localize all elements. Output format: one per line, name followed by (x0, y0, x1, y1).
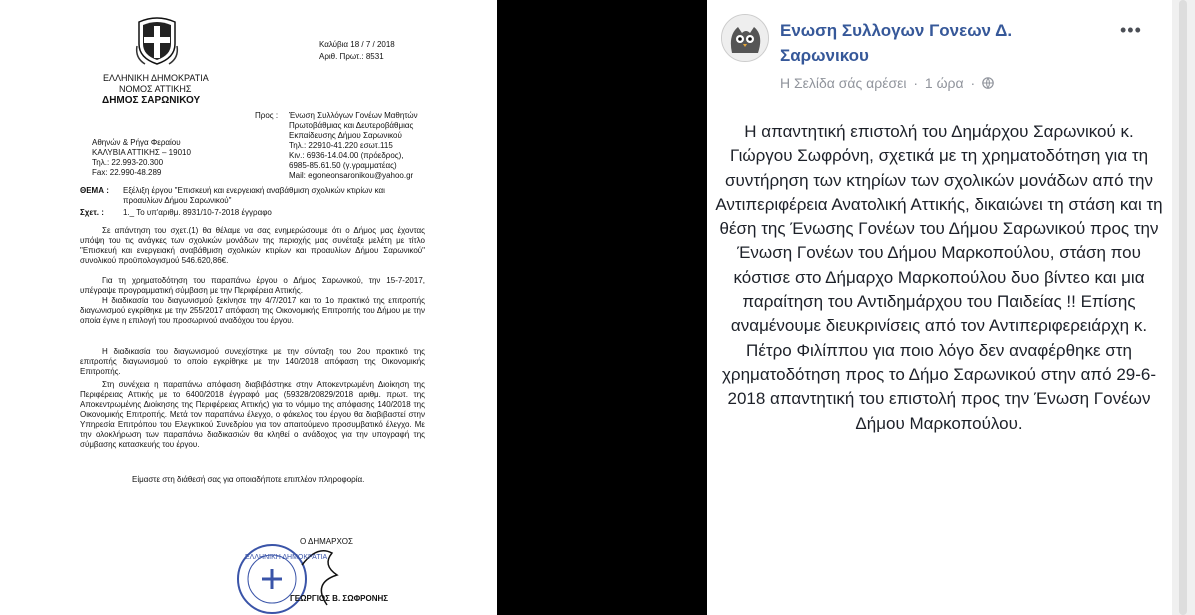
background-gap (497, 0, 707, 615)
recipient-email: Mail: egoneonsaronikou@yahoo.gr (289, 171, 414, 180)
seal-text: ΕΛΛΗΝΙΚΗ ΔΗΜΟΚΡΑΤΙΑ (245, 554, 328, 561)
body-paragraph: Η διαδικασία του διαγωνισμού ξεκίνησε την 4/7/2017 και το 1ο πρακτικό της επιτροπής διαγωνισμού εγκρίθηκε με την 255/2017 απόφαση της Οικονομικής Επιτροπής του Δήμου με την οποία έγινε η επιλογή του προσωρινού αναδόχου του έργου. (80, 296, 425, 325)
country-heading: ΕΛΛΗΝΙΚΗ ΔΗΜΟΚΡΑΤΙΑ (103, 73, 209, 83)
reference-label: Σχετ. : (80, 208, 104, 217)
sender-address-line: ΚΑΛΥΒΙΑ ΑΤΤΙΚΗΣ – 19010 (92, 148, 191, 157)
body-paragraph: Η διαδικασία του διαγωνισμού συνεχίστηκε με την σύνταξη του 2ου πρακτικό της επιτροπής διαγωνισμού το οποίο εγκρίθηκε με την 140/2018 απόφαση της Οικονομικής Επιτροπής. (80, 347, 425, 376)
municipality-heading: ΔΗΜΟΣ ΣΑΡΩΝΙΚΟΥ (102, 95, 201, 106)
body-paragraph: Στη συνέχεια η παραπάνω απόφαση διαβιβάστηκε στην Αποκεντρωμένη Διοίκηση της Περιφέρειας Αττικής με το 6400/2018 έγγραφό μας (59328/20829/2018 αριθμ. πρωτ. της Αποκεντρωμένης Διοίκησης της Περιφέρειας Αττικής) για το νόμιμο της απόφασης 140/2018 της Οικονομικής Επιτροπής. Μετά τον παραπάνω έλεγχο, ο φάκελος του έργου θα διαβιβαστεί στην Υπηρεσία Επιτρόπου του Ελεγκτικού Συνεδρίου για τον απαιτούμενο προσυμβατικό έλεγχο. Με την ολοκλήρωση των παραπάνω διαδικασιών θα κληθεί ο ανάδοχος για την υπογραφή της σύμβασης κατασκευής του έργου. (80, 380, 425, 449)
body-paragraph: Σε απάντηση του σχετ.(1) θα θέλαμε να σας ενημερώσουμε ότι ο Δήμος μας έχοντας υπόψη του τις ανάγκες των σχολικών μονάδων της περιοχής μας συνέταξε μελέτη με τίτλο "Επισκευή και ενεργειακή αναβάθμιση σχολικών κτιρίων και προαυλίων Δήμου Σαρωνικού" συνολικού προϋπολογισμού 546.620,86€. (80, 226, 425, 265)
subject-label: ΘΕΜΑ : (80, 186, 109, 195)
letter-date: Καλύβια 18 / 7 / 2018 (319, 40, 395, 49)
reference-text: 1._ Το υπ'αριθμ. 8931/10-7-2018 έγγραφο (123, 208, 272, 217)
body-paragraph: Για τη χρηματοδότηση του παραπάνω έργου ο Δήμος Σαρωνικού, την 15-7-2017, υπέγραψε προγραμματική σύμβαση με την Περιφέρεια Αττικής. (80, 276, 425, 295)
signature-title: Ο ΔΗΜΑΡΧΟΣ (300, 537, 353, 546)
sender-address-line: Fax: 22.990-48.289 (92, 168, 162, 177)
sender-address-line: Τηλ.: 22.993-20.300 (92, 158, 164, 167)
recipient-line: Κιν.: 6936-14.04.00 (πρόεδρος), (289, 151, 404, 160)
greek-emblem-icon (135, 16, 179, 66)
owl-logo-icon (722, 15, 768, 61)
recipient-line: Ένωση Συλλόγων Γονέων Μαθητών (289, 111, 418, 120)
meta-separator: · (970, 75, 976, 91)
globe-icon[interactable] (982, 77, 994, 89)
more-options-icon[interactable]: ••• (1120, 20, 1142, 40)
page-name-link[interactable]: Ενωση Συλλογων Γονεων Δ. Σαρωνικου (780, 21, 1013, 65)
to-label: Προς : (255, 111, 279, 120)
page-avatar[interactable] (721, 14, 769, 62)
recipient-line: Εκπαίδευσης Δήμου Σαρωνικού (289, 131, 402, 140)
scrollbar[interactable] (1172, 0, 1195, 615)
facebook-post (707, 0, 1172, 615)
letter-protocol: Αριθ. Πρωτ.: 8531 (319, 52, 384, 61)
prefecture-heading: ΝΟΜΟΣ ΑΤΤΙΚΗΣ (119, 84, 192, 94)
letter-image[interactable] (0, 0, 497, 615)
subject-line: προαυλίων Δήμου Σαρωνικού" (123, 196, 232, 205)
liked-status: Η Σελίδα σάς αρέσει (780, 75, 907, 91)
signatory-name: ΓΕΩΡΓΙΟΣ Β. ΣΩΦΡΟΝΗΣ (290, 594, 389, 603)
scrollbar-thumb[interactable] (1179, 0, 1187, 615)
meta-separator: · (913, 75, 919, 91)
recipient-line: Πρωτοβάθμιας και Δευτεροβάθμιας (289, 121, 414, 130)
closing-line: Είμαστε στη διάθεσή σας για οποιαδήποτε επιπλέον πληροφορία. (132, 475, 365, 484)
post-meta (780, 74, 994, 92)
subject-line: Εξέλιξη έργου "Επισκευή και ενεργειακή αναβάθμιση σχολικών κτιρίων και (123, 186, 385, 195)
recipient-line: Τηλ.: 22910-41.220 εσωτ.115 (289, 141, 393, 150)
sender-address-line: Αθηνών & Ρήγα Φεραίου (92, 138, 181, 147)
post-timestamp[interactable]: 1 ώρα (924, 75, 964, 91)
recipient-line: 6985-85.61.50 (γ.γραμματέας) (289, 161, 397, 170)
post-body-text: Η απαντητική επιστολή του Δημάρχου Σαρωνικού κ. Γιώργου Σωφρόνη, σχετικά με τη χρηματοδότηση για τη συντήρηση των κτηρίων των σχολικών μονάδων από την Αντιπεριφέρεια Ανατολική Αττικής, δικαιώνει τη στάση και τη θέση της Ένωσης Γονέων του Δήμου Σαρωνικού προς την Ένωση Γονέων του Δήμου Μαρκοπούλου, στάση που κόστισε στο Δήμαρχο Μαρκοπούλου δυο βίντεο και μια παραίτηση του Αντιδημάρχου του Παιδείας !! Επίσης αναμένουμε διευκρινίσεις από τον Αντιπεριφερειάρχη κ. Πέτρο Φιλίππου για ποιο λόγο δεν αναφέρθηκε στη χρηματοδότηση προς το Δήμο Σαρωνικού στην από 29-6-2018 απαντητική του επιστολή προς την Ένωση Γονέων Δήμου Μαρκοπούλου. (715, 122, 1163, 433)
